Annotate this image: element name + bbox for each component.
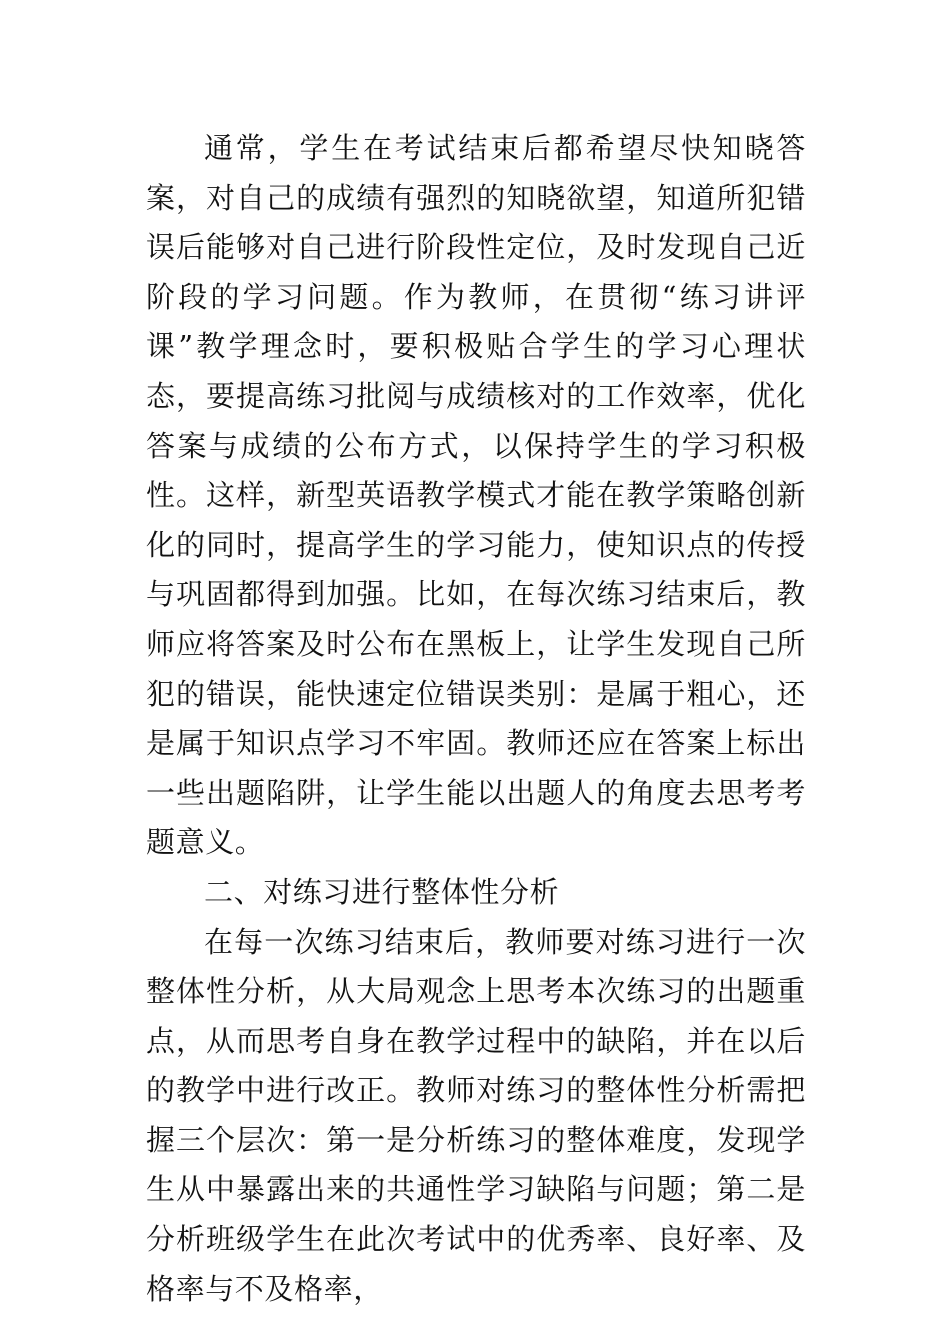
paragraph-feedback-timing: 通常，学生在考试结束后都希望尽快知晓答案，对自己的成绩有强烈的知晓欲望，知道所犯错误后能够对自己进行阶段性定位，及时发现自己近阶段的学习问题。作为教师，在贯彻“练习讲评课”教学理念时，要积极贴合学生的学习心理状态，要提高练习批阅与成绩核对的工作效率，优化答案与成绩的公布方式，以保持学生的学习积极性。这样，新型英语教学模式才能在教学策略创新化的同时，提高学生的学习能力，使知识点的传授与巩固都得到加强。比如，在每次练习结束后，教师应将答案及时公布在黑板上，让学生发现自己所犯的错误，能快速定位错误类别：是属于粗心，还是属于知识点学习不牢固。教师还应在答案上标出一些出题陷阱，让学生能以出题人的角度去思考考题意义。 (146, 131, 806, 860)
section-heading-overall-analysis: 二、对练习进行整体性分析 (204, 874, 560, 909)
paragraph-overall-analysis: 在每一次练习结束后，教师要对练习进行一次整体性分析，从大局观念上思考本次练习的出题重点，从而思考自身在教学过程中的缺陷，并在以后的教学中进行改正。教师对练习的整体性分析需把握三个层次：第一是分析练习的整体难度，发现学生从中暴露出来的共通性学习缺陷与问题；第二是分析班级学生在此次考试中的优秀率、良好率、及格率与不及格率， (146, 924, 806, 1306)
document-body (146, 124, 806, 1314)
